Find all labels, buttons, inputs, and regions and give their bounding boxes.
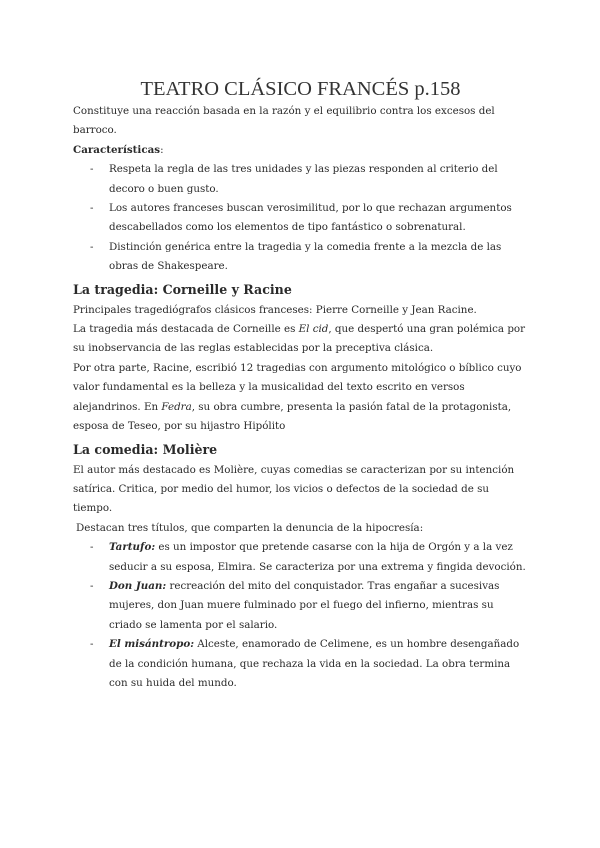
tragedy-paragraph-2 xyxy=(73,320,528,359)
work-title-el-cid: El cid xyxy=(298,323,329,336)
tragedy-paragraph-3 xyxy=(73,359,528,437)
bullet-dash: - xyxy=(90,579,94,592)
features-colon: : xyxy=(160,143,164,156)
comedy-paragraph-2: Destacan tres títulos, que comparten la denuncia de la hipocresía: xyxy=(76,521,424,534)
tragedy-paragraph-1: Principales tragediógrafos clásicos franceses: Pierre Corneille y Jean Racine. xyxy=(73,303,477,316)
text-run: La tragedia más destacada de Corneille es xyxy=(73,323,299,336)
work-title-el-misantropo: El misántropo: xyxy=(109,638,195,651)
work-title-fedra: Fedra xyxy=(161,400,192,413)
list-item-text: Respeta la regla de las tres unidades y las piezas responden al criterio del decoro o buen gusto. xyxy=(109,163,498,195)
text-run: , su obra cumbre, presenta la pasión fatal de la protagonista, esposa de Teseo, por su hijastro Hipólito xyxy=(73,400,512,433)
intro-paragraph: Constituye una reacción basada en la razón y el equilibrio contra los excesos del barroco. xyxy=(73,105,495,137)
bullet-dash: - xyxy=(90,163,94,176)
bullet-dash: - xyxy=(90,240,94,253)
list-item xyxy=(73,160,528,199)
list-item xyxy=(73,577,528,635)
text-run: , que despertó una gran polémica por su inobservancia de las reglas establecidas por la preceptiva clásica. xyxy=(73,323,526,355)
work-description: es un impostor que pretende casarse con la hija de Orgón y a la vez seducir a su esposa, Elmira. Se caracteriza por una extrema y fingida devoción. xyxy=(109,541,526,573)
list-item-text: Distinción genérica entre la tragedia y la comedia frente a la mezcla de las obras de Shakespeare. xyxy=(109,240,502,273)
list-item xyxy=(73,238,528,277)
work-title-tartufo: Tartufo: xyxy=(109,541,156,554)
comedy-works-list xyxy=(73,538,528,693)
work-title-don-juan: Don Juan: xyxy=(109,579,167,592)
list-item-text: Los autores franceses buscan verosimilitud, por lo que rechazan argumentos descabellados como los elementos de tipo fantástico o sobrenatural. xyxy=(109,202,512,234)
text-run: Por otra parte, Racine, escribió 12 tragedias con argumento mitológico o bíblico cuyo valor fundamental es la belleza y la musicalidad del texto escrito en versos alejandrinos. En xyxy=(73,361,522,413)
bullet-dash: - xyxy=(90,638,94,651)
tragedy-heading: La tragedia: Corneille y Racine xyxy=(73,281,292,297)
bullet-dash: - xyxy=(90,202,94,215)
comedy-heading: La comedia: Molière xyxy=(73,441,218,457)
work-description: Alceste, enamorado de Celimene, es un hombre desengañado de la condición humana, que rechaza la vida en la sociedad. La obra termina con su huida del mundo. xyxy=(109,638,520,689)
comedy-paragraph-1: El autor más destacado es Molière, cuyas comedias se caracterizan por su intención satírica. Critica, por medio del humor, los vicios o defectos de la sociedad de su tiempo. xyxy=(73,463,515,515)
work-description: recreación del mito del conquistador. Tras engañar a sucesivas mujeres, don Juan muere fulminado por el fuego del infierno, mientras su criado se lamenta por el salario. xyxy=(109,579,500,631)
list-item xyxy=(73,635,528,693)
features-label: Características xyxy=(73,143,161,156)
page-title: TEATRO CLÁSICO FRANCÉS p.158 xyxy=(140,78,461,100)
features-list xyxy=(73,160,528,276)
bullet-dash: - xyxy=(90,541,94,554)
list-item xyxy=(73,199,528,238)
list-item xyxy=(73,538,528,577)
features-label-line xyxy=(73,141,528,160)
